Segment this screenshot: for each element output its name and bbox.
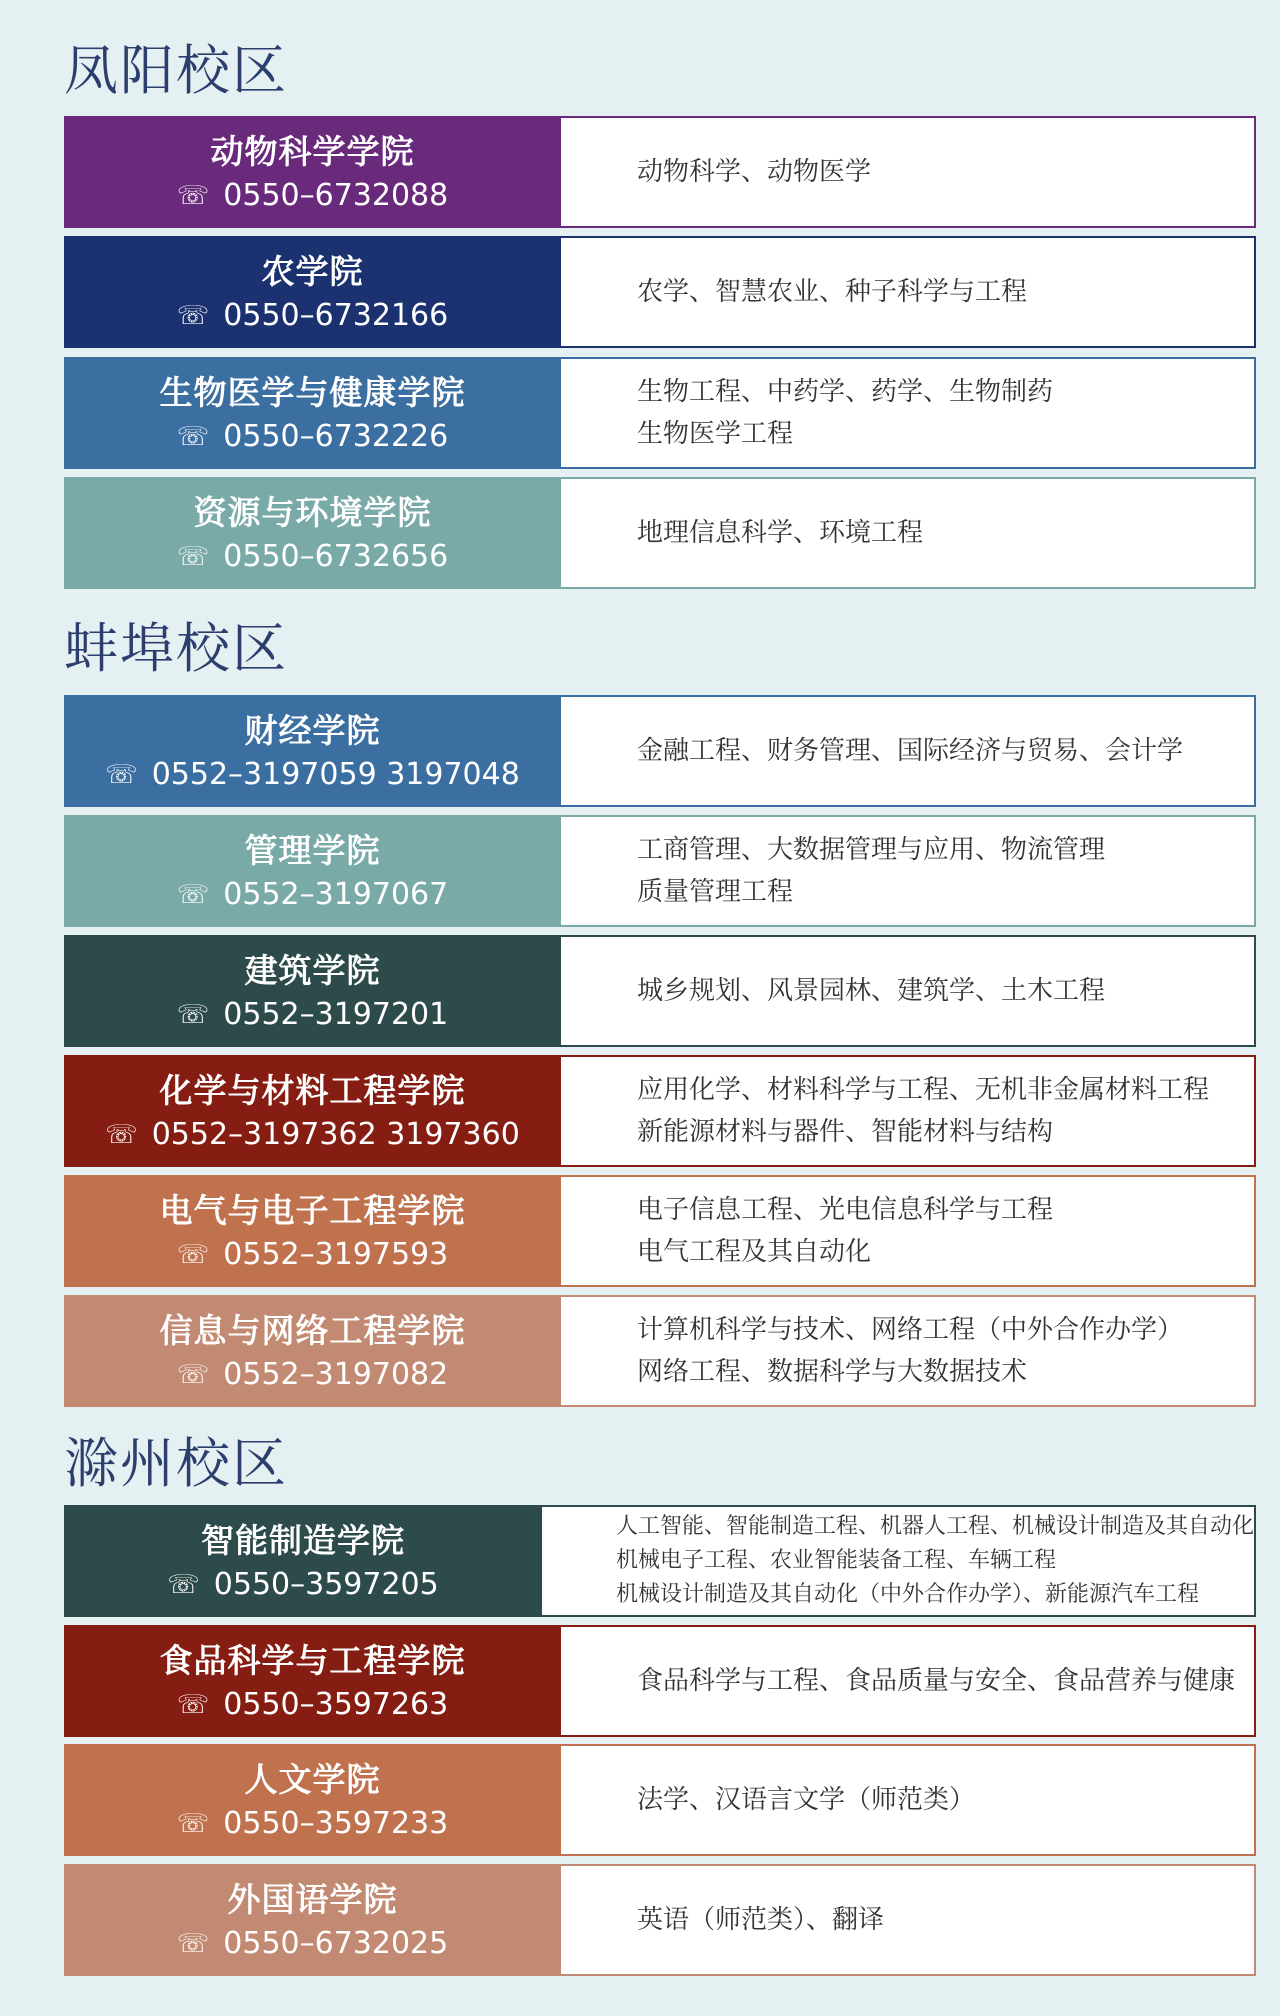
phone-icon: ☏ (176, 1928, 210, 1959)
majors-panel (542, 1505, 1256, 1617)
college-row (64, 236, 1256, 348)
college-header (64, 1505, 542, 1617)
majors-panel (561, 116, 1256, 228)
college-header (64, 236, 561, 348)
college-phone (167, 1568, 438, 1601)
phone-icon: ☏ (105, 759, 138, 790)
college-name: 生物医学与健康学院 (159, 372, 466, 412)
college-header (64, 477, 561, 589)
phone-number: 0550–6732656 (223, 539, 449, 575)
major-line: 新能源材料与器件、智能材料与结构 (637, 1117, 1054, 1147)
phone-number: 0552–3197362 3197360 (151, 1117, 520, 1153)
major-line: 金融工程、财务管理、国际经济与贸易、会计学 (637, 736, 1184, 766)
college-row (64, 116, 1256, 228)
phone-icon: ☏ (176, 541, 210, 572)
college-row (64, 815, 1256, 927)
college-name: 智能制造学院 (200, 1520, 405, 1560)
phone-icon: ☏ (176, 421, 210, 452)
phone-number: 0550–6732166 (223, 298, 449, 334)
college-phone (177, 1688, 448, 1721)
major-line: 生物工程、中药学、药学、生物制药 (637, 377, 1054, 407)
phone-icon: ☏ (176, 1359, 210, 1390)
majors-panel (561, 695, 1256, 807)
college-phone (177, 420, 448, 453)
college-row (64, 1505, 1256, 1617)
major-line: 人工智能、智能制造工程、机器人工程、机械设计制造及其自动化 (615, 1514, 1254, 1539)
major-line: 城乡规划、风景园林、建筑学、土木工程 (637, 976, 1106, 1006)
phone-number: 0550–6732088 (223, 178, 449, 214)
major-line: 机械设计制造及其自动化（中外合作办学）、新能源汽车工程 (615, 1582, 1199, 1607)
majors-panel (561, 1625, 1256, 1737)
college-phone (105, 758, 520, 791)
college-row (64, 1295, 1256, 1407)
college-header (64, 1625, 561, 1737)
majors-panel (561, 1295, 1256, 1407)
majors-panel (561, 477, 1256, 589)
major-line: 应用化学、材料科学与工程、无机非金属材料工程 (637, 1075, 1210, 1105)
phone-number: 0552–3197067 (223, 877, 449, 913)
phone-number: 0552–3197201 (223, 997, 449, 1033)
college-header (64, 935, 561, 1047)
college-name: 管理学院 (244, 830, 381, 870)
college-row (64, 1175, 1256, 1287)
majors-panel (561, 236, 1256, 348)
phone-number: 0552–3197059 3197048 (151, 757, 520, 793)
major-line: 质量管理工程 (637, 877, 794, 907)
college-phone (177, 179, 448, 212)
majors-panel (561, 1055, 1256, 1167)
phone-number: 0550–3597205 (213, 1567, 439, 1603)
major-line: 工商管理、大数据管理与应用、物流管理 (637, 835, 1106, 865)
majors-panel (561, 1864, 1256, 1976)
phone-number: 0550–6732226 (223, 419, 449, 455)
college-name: 动物科学学院 (210, 131, 415, 171)
college-phone (177, 540, 448, 573)
phone-icon: ☏ (176, 180, 210, 211)
phone-icon: ☏ (167, 1569, 200, 1600)
college-header (64, 815, 561, 927)
phone-icon: ☏ (176, 300, 210, 331)
college-phone (177, 878, 448, 911)
college-row (64, 477, 1256, 589)
college-phone (177, 1807, 448, 1840)
phone-icon: ☏ (176, 1808, 210, 1839)
phone-icon: ☏ (176, 1689, 210, 1720)
major-line: 食品科学与工程、食品质量与安全、食品营养与健康 (637, 1666, 1236, 1696)
college-name: 农学院 (261, 251, 364, 291)
college-phone (177, 299, 448, 332)
major-line: 英语（师范类）、翻译 (637, 1905, 885, 1935)
major-line: 机械电子工程、农业智能装备工程、车辆工程 (615, 1548, 1056, 1573)
college-name: 资源与环境学院 (193, 492, 432, 532)
phone-number: 0550–3597233 (223, 1806, 449, 1842)
majors-panel (561, 815, 1256, 927)
college-row (64, 935, 1256, 1047)
majors-panel (561, 935, 1256, 1047)
major-line: 生物医学工程 (637, 419, 794, 449)
college-phone (177, 1238, 448, 1271)
phone-number: 0552–3197082 (223, 1357, 449, 1393)
majors-panel (561, 1744, 1256, 1856)
college-header (64, 1744, 561, 1856)
college-name: 外国语学院 (227, 1879, 398, 1919)
college-name: 化学与材料工程学院 (159, 1070, 466, 1110)
phone-number: 0552–3197593 (223, 1237, 449, 1273)
college-header (64, 1864, 561, 1976)
major-line: 电气工程及其自动化 (637, 1237, 872, 1267)
college-row (64, 695, 1256, 807)
major-line: 动物科学、动物医学 (637, 157, 872, 187)
major-line: 法学、汉语言文学（师范类） (637, 1785, 976, 1815)
campus-title: 凤阳校区 (64, 39, 288, 102)
college-header (64, 116, 561, 228)
majors-panel (561, 1175, 1256, 1287)
major-line: 电子信息工程、光电信息科学与工程 (637, 1195, 1054, 1225)
college-phone (177, 1358, 448, 1391)
college-phone (105, 1118, 520, 1151)
major-line: 农学、智慧农业、种子科学与工程 (637, 277, 1028, 307)
college-phone (177, 998, 448, 1031)
college-header (64, 1055, 561, 1167)
phone-number: 0550–6732025 (223, 1926, 449, 1962)
college-name: 信息与网络工程学院 (159, 1310, 466, 1350)
college-row (64, 1055, 1256, 1167)
college-row (64, 357, 1256, 469)
college-row (64, 1864, 1256, 1976)
college-header (64, 1295, 561, 1407)
major-line: 计算机科学与技术、网络工程（中外合作办学） (637, 1315, 1184, 1345)
college-row (64, 1744, 1256, 1856)
campus-title: 蚌埠校区 (64, 617, 288, 680)
college-name: 财经学院 (244, 710, 381, 750)
college-header (64, 695, 561, 807)
college-header (64, 357, 561, 469)
campus-title: 滁州校区 (64, 1432, 288, 1495)
college-name: 建筑学院 (244, 950, 381, 990)
college-row (64, 1625, 1256, 1737)
majors-panel (561, 357, 1256, 469)
college-name: 人文学院 (244, 1759, 381, 1799)
college-phone (177, 1927, 448, 1960)
major-line: 地理信息科学、环境工程 (637, 518, 924, 548)
phone-number: 0550–3597263 (223, 1687, 449, 1723)
phone-icon: ☏ (176, 879, 210, 910)
college-header (64, 1175, 561, 1287)
phone-icon: ☏ (105, 1119, 138, 1150)
college-name: 电气与电子工程学院 (159, 1190, 466, 1230)
phone-icon: ☏ (176, 999, 210, 1030)
college-name: 食品科学与工程学院 (159, 1640, 466, 1680)
phone-icon: ☏ (176, 1239, 210, 1270)
major-line: 网络工程、数据科学与大数据技术 (637, 1357, 1028, 1387)
